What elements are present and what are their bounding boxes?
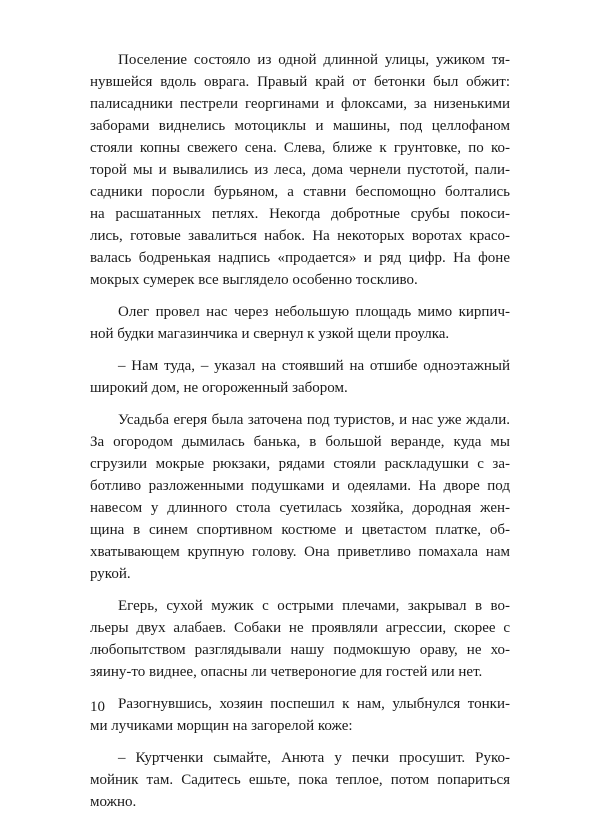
text-line: Поселение состояло из одной длинной улицы, ужиком тя-	[118, 52, 510, 68]
paragraph	[90, 301, 510, 345]
text-line: Олег провел нас через небольшую площадь мимо кирпич-	[118, 304, 510, 320]
paragraph	[90, 409, 510, 585]
paragraph	[90, 747, 510, 813]
text-line: – Нам туда, – указал на стоявший на отшибе одноэтажный	[118, 358, 510, 374]
text-line: валась бодренькая надпись «продается» и ряд цифр. На фоне	[90, 250, 510, 266]
text-line: За огородом дымилась банька, в большой веранде, куда мы	[90, 434, 510, 450]
text-line: зяину-то виднее, опасны ли четвероногие для гостей или нет.	[90, 664, 483, 680]
text-line: ми лучиками морщин на загорелой коже:	[90, 718, 353, 734]
text-line: – Куртченки сымайте, Анюта у печки просушит. Руко-	[118, 750, 510, 766]
text-line: навесом у длинного стола суетилась хозяйка, дородная жен-	[90, 500, 510, 516]
paragraph	[90, 355, 510, 399]
paragraph	[90, 693, 510, 737]
text-line: хватывающем крупную голову. Она приветливо помахала нам	[90, 544, 510, 560]
text-line: мокрых сумерек все выглядело особенно тоскливо.	[90, 272, 418, 288]
text-line: лись, готовые завалиться набок. На некоторых воротах красо-	[90, 228, 510, 244]
text-line: садники поросли бурьяном, а ставни беспомощно болтались	[90, 184, 510, 200]
text-line: палисадники пестрели георгинами и флоксами, за низенькими	[90, 96, 510, 112]
text-line: широкий дом, не огороженный забором.	[90, 380, 348, 396]
paragraph	[90, 595, 510, 683]
text-line: любопытством разглядывали нашу подмокшую ораву, не хо-	[90, 642, 510, 658]
text-line: Разогнувшись, хозяин поспешил к нам, улыбнулся тонки-	[118, 696, 510, 712]
text-line: на расшатанных петлях. Некогда добротные срубы покоси-	[90, 206, 510, 222]
body-text	[90, 49, 510, 823]
text-line: щина в синем спортивном костюме и цветастом платке, об-	[90, 522, 510, 538]
text-line: нувшейся вдоль оврага. Правый край от бетонки был обжит:	[90, 74, 510, 90]
text-line: можно.	[90, 794, 137, 810]
text-line: льеры двух алабаев. Собаки не проявляли агрессии, скорее с	[90, 620, 510, 636]
text-line: Усадьба егеря была заточена под туристов, и нас уже ждали.	[118, 412, 510, 428]
text-line: заборами виднелись мотоциклы и машины, под целлофаном	[90, 118, 510, 134]
text-line: ботливо разложенными подушками и одеялами. На дворе под	[90, 478, 510, 494]
text-line: стояли копны свежего сена. Слева, ближе к грунтовке, по ко-	[90, 140, 510, 156]
text-line: рукой.	[90, 566, 131, 582]
text-line: торой мы и вывалились из леса, дома чернели пустотой, пали-	[90, 162, 510, 178]
text-line: мойник там. Садитесь ешьте, пока теплое, потом попариться	[90, 772, 510, 788]
text-line: Егерь, сухой мужик с острыми плечами, закрывал в во-	[118, 598, 510, 614]
page-number: 10	[90, 699, 105, 715]
paragraph	[90, 49, 510, 291]
text-line: ной будки магазинчика и свернул к узкой щели проулка.	[90, 326, 450, 342]
text-line: сгрузили мокрые рюкзаки, рядами стояли раскладушки с за-	[90, 456, 510, 472]
